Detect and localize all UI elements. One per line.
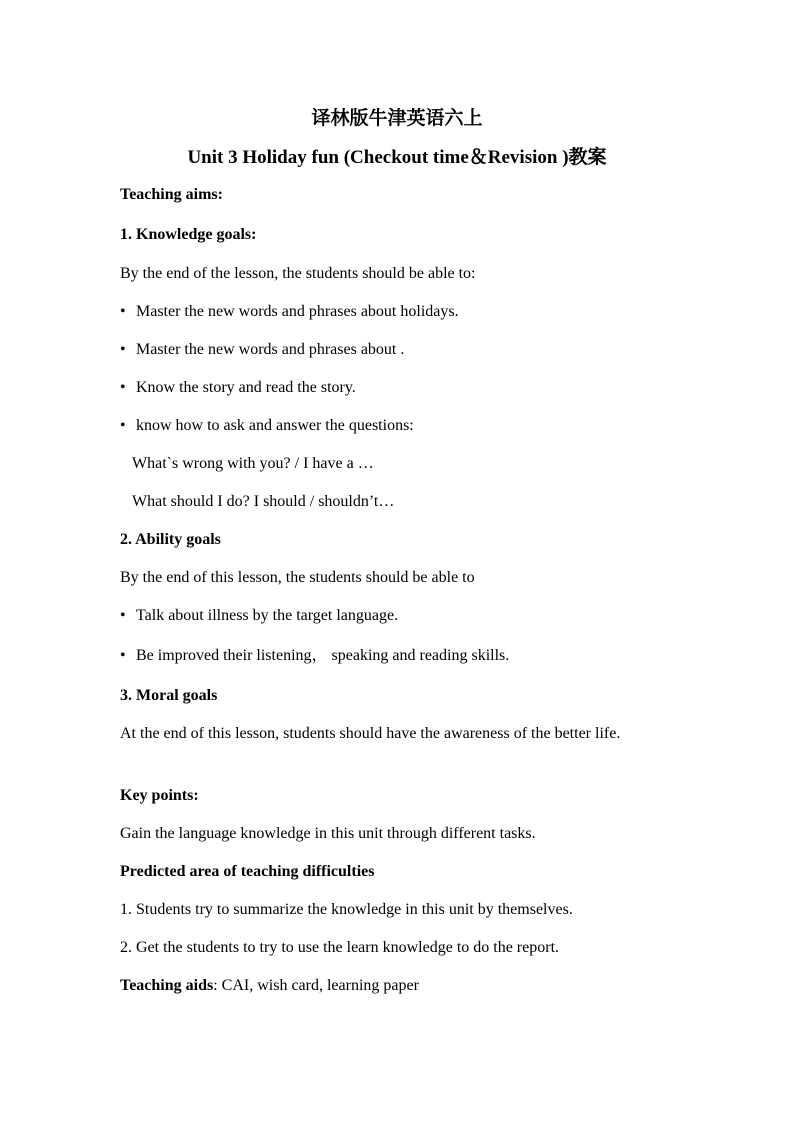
knowledge-goal-item	[120, 300, 459, 324]
difficulty-item: 1. Students try to summarize the knowledge in this unit by themselves.	[120, 901, 573, 918]
knowledge-goal-item	[120, 414, 414, 438]
teaching-aids-line	[120, 974, 419, 998]
knowledge-goal-text: know how to ask and answer the questions:	[136, 417, 414, 434]
bullet-icon: •	[120, 647, 126, 664]
document-title-chinese: 译林版牛津英语六上	[311, 108, 483, 129]
bullet-icon: •	[120, 379, 126, 396]
ability-goal-text: Talk about illness by the target language.	[136, 607, 399, 624]
teaching-aids-label: Teaching aids	[120, 977, 214, 994]
knowledge-goal-item	[120, 338, 404, 362]
bullet-icon: •	[120, 417, 126, 434]
teaching-aims-heading: Teaching aims:	[120, 186, 223, 203]
question-line: What should I do? I should / shouldn’t…	[132, 493, 395, 510]
key-points-heading: Key points:	[120, 787, 199, 804]
ability-goals-intro: By the end of this lesson, the students should be able to	[120, 569, 475, 586]
difficulties-heading: Predicted area of teaching difficulties	[120, 863, 375, 880]
ability-goal-item	[120, 644, 509, 668]
knowledge-goal-text: Master the new words and phrases about .	[136, 341, 405, 358]
moral-goals-text: At the end of this lesson, students should have the awareness of the better life.	[120, 725, 621, 742]
ability-goal-text: Be improved their listening， speaking and reading skills.	[136, 647, 510, 664]
knowledge-goals-heading: 1. Knowledge goals:	[120, 226, 257, 243]
bullet-icon: •	[120, 303, 126, 320]
document-title-unit: Unit 3 Holiday fun (Checkout time＆Revision )教案	[187, 147, 607, 168]
knowledge-goals-intro: By the end of the lesson, the students should be able to:	[120, 265, 476, 282]
teaching-aids-text: : CAI, wish card, learning paper	[213, 977, 419, 994]
difficulty-item: 2. Get the students to try to use the learn knowledge to do the report.	[120, 939, 560, 956]
key-points-text: Gain the language knowledge in this unit through different tasks.	[120, 825, 536, 842]
moral-goals-heading: 3. Moral goals	[120, 687, 218, 704]
ability-goal-item	[120, 604, 398, 628]
knowledge-goal-text: Master the new words and phrases about holidays.	[136, 303, 459, 320]
ability-goals-heading: 2. Ability goals	[120, 531, 221, 548]
knowledge-goal-text: Know the story and read the story.	[136, 379, 356, 396]
knowledge-goal-item	[120, 376, 356, 400]
question-line: What`s wrong with you? / I have a …	[132, 455, 374, 472]
bullet-icon: •	[120, 607, 126, 624]
bullet-icon: •	[120, 341, 126, 358]
